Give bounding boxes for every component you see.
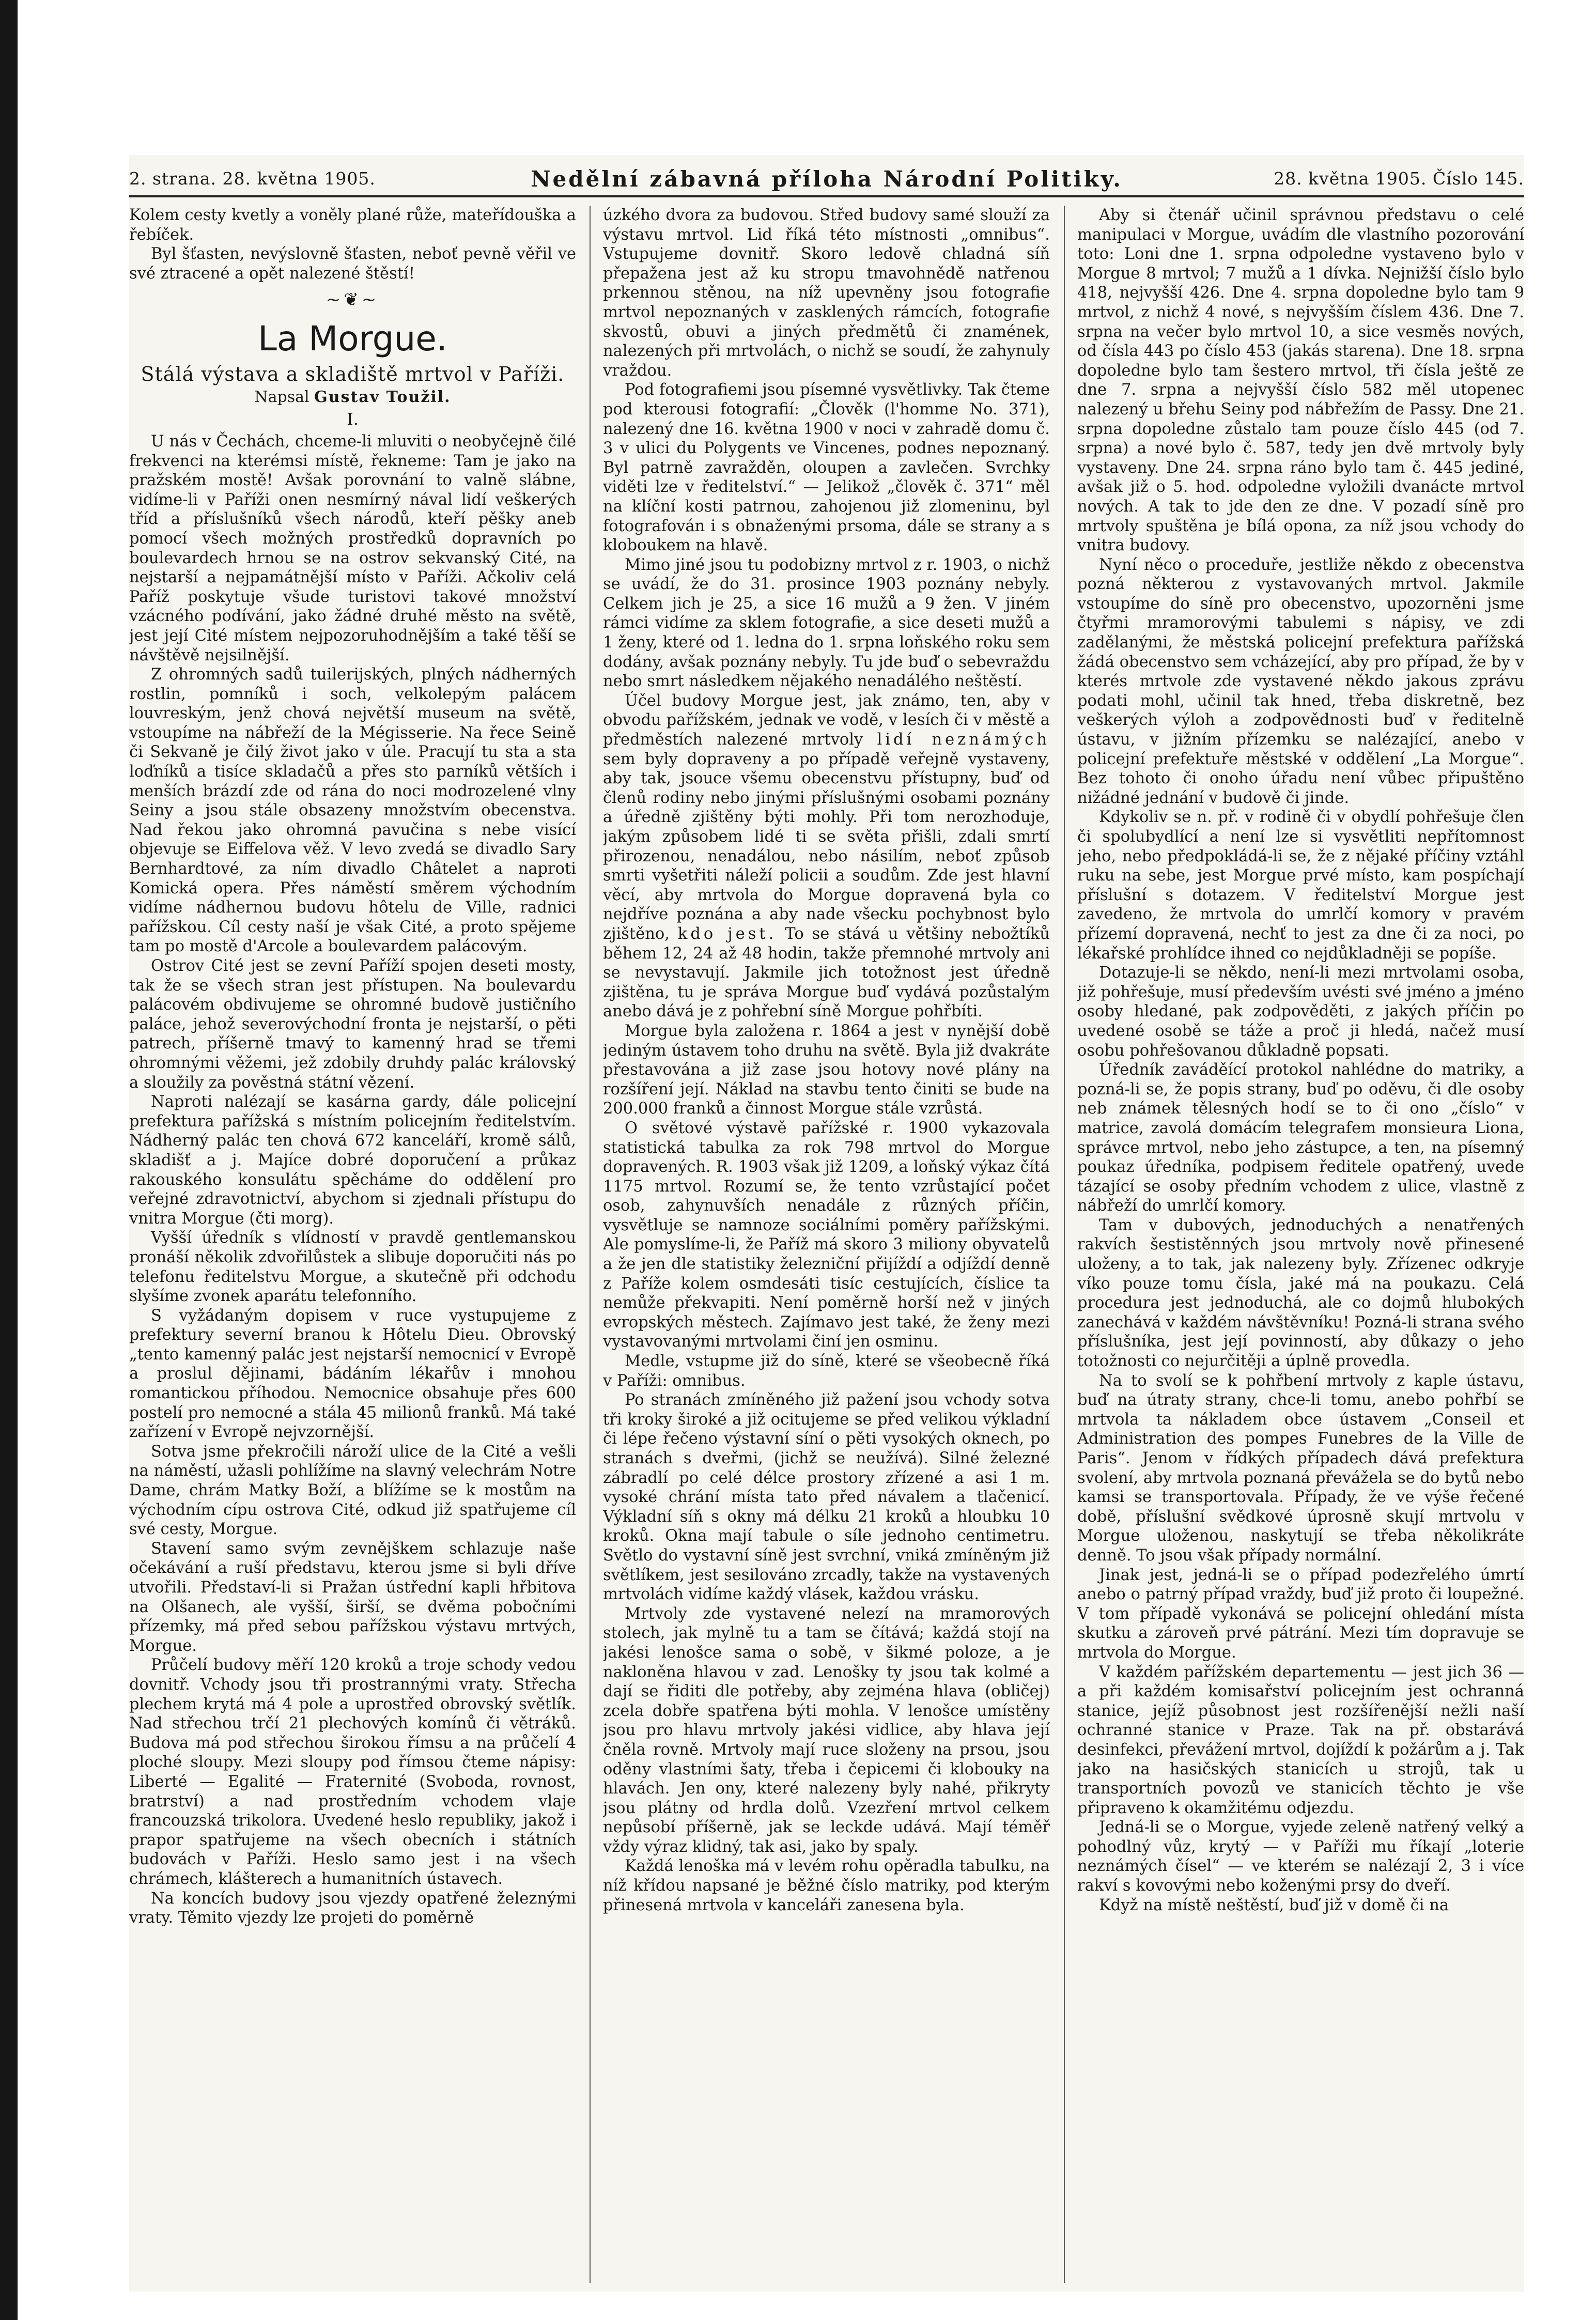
spaced-emphasis: kdo jest. [677, 924, 777, 943]
column-3 [1077, 206, 1524, 2283]
paragraph [603, 691, 1050, 1022]
section-number: I. [347, 409, 359, 429]
text-run: sem byly dopraveny a po případě veřejně vystaveny, aby tak, jsouce všemu obecenstvu přístupny, buď od členů rodiny nebo jinými příslušnými osobami poznány a úředně zjištěny býti mohly. Při tom nerozhoduje, jakým způsobem lidé ti se světa přišli, zdali smrtí přirozenou, nenadálou, nebo násilím, neboť způsob smrti vyšetřiti náleží policii a soudům. Zde jest hlavní věcí, aby mrtvola do Morgue dopravená byla co nejdříve poznána a aby nade všecku pochybnost bylo zjištěno, [603, 750, 1050, 943]
paragraph: Na koncích budovy jsou vjezdy opatřené železnými vraty. Těmito vjezdy lze projeti do poměrně [129, 1889, 576, 1927]
header-rule [129, 195, 1524, 197]
header-publication-title: Nedělní zábavná příloha Národní Politiky. [531, 166, 1123, 192]
paragraph: Dotazuje-li se někdo, není-li mezi mrtvolami osoba, již pohřešuje, musí především uvésti své jméno a jméno osoby hledané, pak zodpověděti, z jakých příčin po uvedené osobě se táže a proč ji hledá, načež musí osobu pohřešovanou důkladně popsati. [1077, 964, 1524, 1060]
column-2 [603, 206, 1050, 2283]
paragraph: Stavení samo svým zevnějškem schlazuje naše očekávání a ruší představu, kterou jsme si byli dříve utvořili. Představí-li si Pražan ústřední kapli hřbitova na Olšanech, ale vyšší, širší, se dvěma pobočními přízemky, má před sebou pařížskou výstavu mrtvých, Morgue. [129, 1539, 576, 1655]
paragraph: Úředník zaváděící protokol nahlédne do matriky, a pozná-li se, že popis strany, buď po oděvu, či dle osoby neb známek tělesných hodí se to či ono „číslo“ v matrice, zavolá domácím telegrafem monsieura Liona, správce mrtvol, nebo jeho zástupce, a ten, na písemný poukaz úředníka, podpisem ředitele opatřený, uvede tázající se osoby předním vchodem z ulice, vlastně z nábřeží do umrlčí komory. [1077, 1061, 1524, 1215]
paragraph: V každém pařížském departementu — jest jich 36 — a při každém komisařství policejním jest ochranná stanice, jejíž působnost jest rozšířenější nežli naší ochranné stanice v Praze. Tak na př. obstarává desinfekci, převážení mrtvol, dojíždí k požárům a j. Tak jako na hasičských stanicích u strojů, tak u transportních povozů ve stanicích těchto je vše připraveno k okamžitému odjezdu. [1077, 1663, 1524, 1817]
paragraph: Tam v dubových, jednoduchých a nenatřených rakvích šestistěnných jsou mrtvoly nově přinesené uloženy, a to tak, jak nalezeny byly. Zřízenec odkryje víko pouze tomu čísla, jaké má na poukazu. Celá procedura jest jednoduchá, ale co dojmů hlubokých zanechává v každém návštěvníku! Pozná-li strana svého příslušníka, jest její povinností, aby důkazy o jeho totožnosti co nejurčitěji a úplně provedla. [1077, 1216, 1524, 1371]
text-run: Účel budovy Morgue jest, jak známo, ten, aby v obvodu pařížském, jednak ve vodě, v lesích či v městě a předměstích nalezené mrtvoly [603, 691, 1050, 749]
column-1 [129, 206, 576, 2283]
header-date-issue: 28. května 1905. Číslo 145. [1274, 168, 1524, 189]
article-subtitle: Stálá výstava a skladiště mrtvol v Paříži. [141, 362, 565, 385]
byline-author: Gustav Toužil. [314, 388, 451, 406]
paragraph: Na to svolí se k pohřbení mrtvoly z kaple ústavu, buď na útraty strany, chce-li tomu, anebo pohřbí se mrtvola ta nákladem obce ústavem „Conseil et Administration des pompes Funebres de la Ville de Paris“. Jenom v řídkých případech dává prefektura svolení, aby mrtvola poznaná převážela se do bytů nebo kamsi se transportovala. Případy, že ve výše řečené době, příslušní svědkové úprosně skují mrtvolu v Morgue uloženou, naskytují se třeba několikráte denně. To jsou však případy normální. [1077, 1371, 1524, 1565]
byline-prefix: Napsal [254, 388, 309, 406]
scan-edge [0, 0, 18, 2320]
column-rule [1064, 206, 1065, 2283]
text-run: To se stává u většiny nebožtíků během 12, 24 až 48 hodin, takže přemnohé mrtvoly ani se nevystavují. Jakmile jich totožnost jest úředně zjištěna, tu je správa Morgue buď vydává pozůstalým anebo dává je z pohřební síně Morgue pohřbíti. [603, 924, 1050, 1021]
article-title: La Morgue. [258, 318, 447, 359]
page-header [129, 168, 1524, 196]
paragraph: Z ohromných sadů tuilerijských, plných nádherných rostlin, pomníků i soch, velkolepým palácem louvreským, jenž chová největší museum na světě, vstoupíme na nábřeží de la Mégisserie. Na řece Seině či Sekvaně je čilý život jako v úle. Pracují tu sta a sta loďníků a tisíce skladačů a přes sto parníků větších i menších brázdí zde od rána do noci modrozelené vlny Seiny a jsou stále obsazeny množstvím obecenstva. Nad řekou jako ohromná pavučina s nebe visící objevuje se Eiffelova věž. V levo zvedá se divadlo Sary Bernhardtové, za ním divadlo Châtelet a naproti Komická opera. Přes náměstí směrem východním vidíme nádhernou budovu hôtelu de Ville, radnici pařížskou. Cíl cesty naší je však Cité, a proto spějeme tam po mostě d'Arcole a boulevardem palácovým. [129, 666, 576, 956]
paragraph: Kdykoliv se n. př. v rodině či v obydlí pohřešuje člen či spolubydlící a není lze si vysvětliti nepřítomnost jeho, nebo předpokládá-li se, že z nějaké příčiny vztáhl ruku na sebe, jest Morgue prvé místo, kam pospíchají příslušní s dotazem. V ředitelství Morgue jest zavedeno, že mrtvola do umrlčí komory v pravém přízemí dopravená, nechť to jest za dne či za noci, po lékařské prohlídce ihned co nejdůkladněji se popíše. [1077, 808, 1524, 963]
paragraph: Jedná-li se o Morgue, vyjede zeleně natřený velký a pohodlný vůz, krytý — v Paříži mu říkají „loterie neznámých čísel“ — ve kterém se nalézají 2, 3 i více rakví s kovovými nebo koženými prsy do dveří. [1077, 1818, 1524, 1895]
paragraph: Ostrov Cité jest se zevní Paříží spojen deseti mosty, tak že se všech stran jest přístupen. Na boulevardu palácovém obdivujeme se ohromné budově justičního paláce, jehož severovýchodní fronta je nejstarší, o pěti patrech, příšerně tmavý to kamenný hrad se třemi ohromnými věžemi, jež zdobily druhdy palác královský a sloužily za pověstná státní vězení. [129, 957, 576, 1092]
paragraph: Morgue byla založena r. 1864 a jest v nynější době jediným ústavem toho druhu na světě. Byla již dvakráte přestavována a již zase jsou hotovy nové plány na rozšíření její. Náklad na stavbu tento činiti se bude na 200.000 franků a činnost Morgue stále vzrůstá. [603, 1022, 1050, 1118]
ornament-divider: ~❦~ [326, 289, 380, 311]
paragraph: úzkého dvora za budovou. Střed budovy samé slouží za výstavu mrtvol. Lid říká této místnosti „omnibus“. Vstupujeme dovnitř. Skoro ledově chladná síň přepažena jest až ku stropu tmavohnědě natřenou prkennou stěnou, na níž upevněny jsou fotografie mrtvol nepoznaných v zasklených rámcích, fotografie skvostů, obuvi a jiných předmětů či znamének, nalezených při mrtvolách, o nichž se soudí, že zahynuly vraždou. [603, 206, 1050, 380]
byline [129, 386, 576, 408]
column-rule [590, 206, 591, 2283]
paragraph: Průčelí budovy měří 120 kroků a troje schody vedou dovnitř. Vchody jsou tři prostrannými vraty. Střecha plechem krytá má 4 pole a uprostřed obrovský světlík. Nad střechou trčí 21 plechových komínů či větráků. Budova má pod střechou širokou římsu a na průčelí 4 ploché sloupy. Mezi sloupy pod římsou čteme nápisy: Liberté — Egalité — Fraternité (Svoboda, rovnost, bratrství) a nad prostředním vchodem vlaje francouzská trikolora. Uvedené heslo republiky, jakož i prapor spatřujeme na všech obecních i státních budovách v Paříži. Heslo samo jest i na všech chrámech, klášterech a humanitních ústavech. [129, 1656, 576, 1888]
paragraph: Medle, vstupme již do síně, které se všeobecně říká v Paříži: omnibus. [603, 1352, 1050, 1390]
paragraph: Po stranách zmíněného již pažení jsou vchody sotva tři kroky široké a již ocitujeme se před velikou výkladní či lépe řečeno výstavní síní o pěti vysokých oknech, po stranách s dveřmi, (jichž se neužívá). Silné železné zábradlí po celé délce prostory zřízené a asi 1 m. vysoké chrání místa tato před návalem a tlačenicí. Výkladní síň s okny má délku 21 kroků a hloubku 10 kroků. Okna mají tabule o síle jednoho centimetru. Světlo do vystavní síně jest svrchní, vniká zmíněným již světlíkem, jest sesilováno zrcadly, takže na vystavených mrtvolách vidíme každý vlásek, každou vrásku. [603, 1391, 1050, 1604]
paragraph: Naproti nalézají se kasárna gardy, dále policejní prefektura pařížská s místním policejním ředitelstvím. Nádherný palác ten chová 672 kanceláří, kromě sálů, skladišť a j. Majíce dobré doporučení a průkaz rakouského konsulátu spěcháme do oddělení pro veřejné zdravotnictví, abychom si zjednali přístupu do vnitra Morgue (čti morg). [129, 1093, 576, 1228]
paragraph: Pod fotografiemi jsou písemné vysvětlivky. Tak čteme pod kterousi fotografií: „Člověk (l'homme No. 371), nalezený dne 16. května 1900 v noci v zahradě domu č. 3 v ulici du Polygents ve Vincenes, podnes nepoznaný. Byl patrně zavražděn, oloupen a zavlečen. Svrchky viděti lze v ředitelství.“ — Jelikož „člověk č. 371“ měl na klíční kosti patrnou, zahojenou již zlomeninu, byl fotografován i s obnaženými prsoma, dále se strany a s kloboukem na hlavě. [603, 381, 1050, 555]
paragraph: Kolem cesty kvetly a voněly plané růže, mateřídouška a řebíček. [129, 206, 576, 244]
paragraph: Mimo jiné jsou tu podobizny mrtvol z r. 1903, o nichž se uvádí, že do 31. prosince 1903 poznány nebyly. Celkem jich je 25, a sice 16 mužů a 9 žen. V jiném rámci vidíme za sklem fotografie, a sice deseti mužů a 1 ženy, které od 1. ledna do 1. srpna loňského roku sem dodány, avšak poznány nebyly. Tu jde buď o sebevraždu nebo smrt následkem nějakého nenadálého neštěstí. [603, 555, 1050, 691]
paragraph: U nás v Čechách, chceme-li mluviti o neobyčejně čilé frekvenci na kterémsi místě, řekneme: Tam je jako na pražském mostě! Avšak porovnání to valně slábne, vidíme-li v Paříži onen nesmírný nával lidí veškerých tříd a příslušníků všech národů, kteří pěšky aneb pomocí všech možných prostředků dopravních po boulevardech hrnou se na ostrov sekvanský Cité, na nejstarší a nejpamátnější místo v Paříži. Ačkoliv celá Paříž poskytuje všude turistovi takové množství vzácného podívání, jako žádné druhé město na světě, jest její Cité místem nejpozoruhodnějším a také těší se návštěvě nejsilnější. [129, 432, 576, 664]
paragraph: Aby si čtenář učinil správnou představu o celé manipulaci v Morgue, uvádím dle vlastního pozorování toto: Loni dne 1. srpna odpoledne vystaveno bylo v Morgue 8 mrtvol; 7 mužů a 1 dívka. Nejnižší číslo bylo 418, nejvyšší 426. Dne 4. srpna dopoledne bylo tam 9 mrtvol, z nichž 4 nové, s nejvyšším číslem 436. Dne 7. srpna na večer bylo mrtvol 10, a sice vesměs nových, od čísla 443 po číslo 453 (jakás starena). Dne 18. srpna dopoledne bylo tam šestero mrtvol, tři čísla ještě ze dne 7. srpna a nejvyšší číslo 582 měl utopenec nalezený u břehu Seiny pod nábřežím de Passy. Dne 21. srpna dopoledne zůstalo tam pouze číslo 445 (od 7. srpna) a nové bylo č. 587, tedy jen dvě mrtvoly byly vystaveny. Dne 24. srpna ráno bylo tam č. 445 jediné, avšak již o 5. hod. odpoledne vyložili dvanácte mrtvol nových. A tak to jde den ze dne. V pozadí síně pro mrtvoly spuštěna je bílá opona, za níž jsou vchody do vnitra budovy. [1077, 206, 1524, 555]
paragraph: Když na místě neštěstí, buď již v domě či na [1099, 1896, 1449, 1914]
paragraph: Mrtvoly zde vystavené nelezí na mramorových stolech, jak mylně tu a tam se čítává; každá stojí na jakési lenošce sama o sobě, v šikmé poloze, a je nakloněna hlavou v zad. Lenošky ty jsou tak kolmé a dají se řiditi dle potřeby, aby zejména hlava (obličej) zcela dobře spatřena býti mohla. V lenošce umístěny jsou pro hlavu mrtvoly jakési vidlice, aby hlava její čněla rovně. Mrtvoly mají ruce složeny na prsou, jsou oděny vlastními šaty, třeba i čepicemi či klobouky na hlavách. Jen ony, které nalezeny byly nahé, přikryty jsou plátny od hrdla dolů. Vzezření mrtvol celkem nepůsobí příšerně, jak se leckde udává. Mají téměř vždy výraz klidný, tak asi, jako by spaly. [603, 1604, 1050, 1856]
header-date-left: 2. strana. 28. května 1905. [129, 168, 376, 189]
paragraph: Každá lenoška má v levém rohu opěradla tabulku, na níž křídou napsané je běžné číslo matriky, pod kterým přinesená mrtvola v kanceláři zanesena byla. [603, 1857, 1050, 1914]
paragraph: O světové výstavě pařížské r. 1900 vykazovala statistická tabulka za rok 798 mrtvol do Morgue dopravených. R. 1903 však již 1209, a loňský výkaz čítá 1175 mrtvol. Rozumí se, že tento vzrůstající počet osob, zahynuvších nenadále z různých příčin, vysvětluje se namnoze sociálními poměry pařížskými. Ale pomyslíme-li, že Paříž má skoro 3 miliony obyvatelů a že jen dle statistiky železniční přijíždí a odjíždí denně z Paříže kolem osmdesáti tisíc cestujících, číslice ta nemůže překvapiti. Není poměrně horší než v jiných evropských městech. Zajímavo jest také, že ženy mezi vystavovanými mrtvolami činí jen osminu. [603, 1119, 1050, 1351]
paragraph: Jinak jest, jedná-li se o případ podezřelého úmrtí anebo o patrný případ vraždy, buď již proto či loupežné. V tom případě vykonává se policejní ohledání místa skutku a zároveň prvé pátrání. Mezi tím dopravuje se mrtvola do Morgue. [1077, 1566, 1524, 1662]
paragraph: Vyšší úředník s vlídností v pravdě gentlemanskou pronáší několik zdvořilůstek a slibuje doporučiti nás po telefonu ředitelstvu Morgue, a skutečně při odchodu slyšíme zvonek aparátu telefonního. [129, 1229, 576, 1306]
paragraph: S vyžádaným dopisem v ruce vystupujeme z prefektury severní branou k Hôtelu Dieu. Obrovský „tento kamenný palác jest nejstarší nemocnicí v Evropě a proslul dějinami, bádáním lékařův i mnohou romantickou příhodou. Nemocnice obsahuje přes 600 postelí pro nemocné a stála 45 milionů franků. Má také zařízení v Evropě nejvzornější. [129, 1306, 576, 1442]
paragraph: Nyní něco o proceduře, jestliže někdo z obecenstva pozná některou z vystavovaných mrtvol. Jakmile vstoupíme do síně pro obecenstvo, upozorněni jsme čtyřmi mramorovými tabulemi s nápisy, ve zdi zadělanými, že městská policejní prefektura pařížská žádá obecenstvo sem vcházející, aby pro případ, že by v kterés mrtvole zde vystavené někdo jakous zprávu podati mohl, učinil tak hned, třeba diskretně, bez veškerých výloh a zodpovědnosti buď v ředitelně ústavu, v jižním přízemku se nalézající, anebo v policejní prefektuře městské v oddělení „La Morgue“. Bez tohoto či onoho úřadu není vůbec připuštěno nižádné jednání v budově či jinde. [1077, 555, 1524, 807]
newspaper-page [129, 155, 1524, 2292]
paragraph: Sotva jsme překročili nároží ulice de la Cité a vešli na náměstí, užasli pohlížíme na slavný velechrám Notre Dame, chrám Matky Boží, a blížíme se k mostům na východním cípu ostrova Cité, odkud již spatřujeme cíl své cesty, Morgue. [129, 1442, 576, 1539]
paragraph: Byl šťasten, nevýslovně šťasten, neboť pevně věřil ve své ztracené a opět nalezené štěstí! [129, 245, 576, 283]
spaced-emphasis: lidí neznámých [877, 731, 1050, 749]
